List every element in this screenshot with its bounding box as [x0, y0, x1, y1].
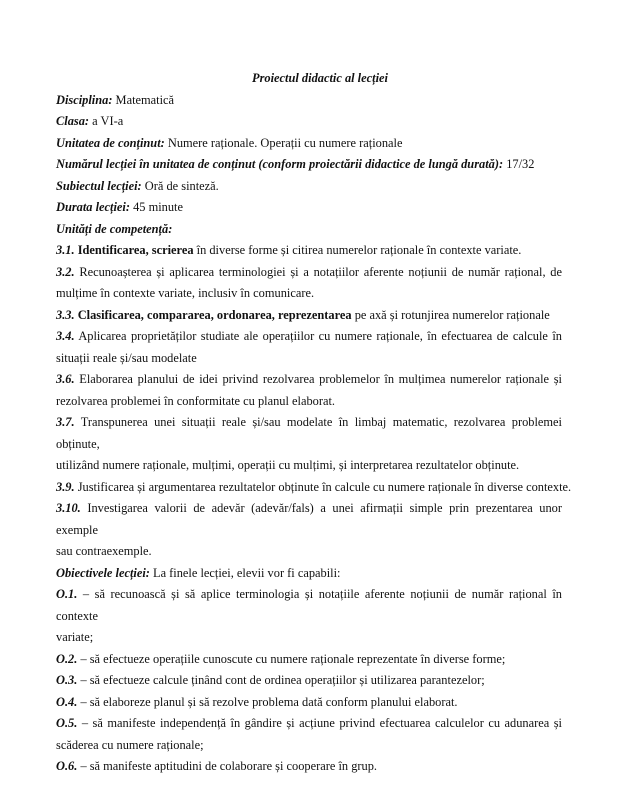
item-text-continued: situații reale și/sau modelate: [56, 350, 197, 365]
item-number: 3.2.: [56, 264, 75, 279]
field-label: Clasa:: [56, 114, 90, 128]
item-text-continued: scăderea cu numere raționale;: [56, 737, 204, 752]
item-number: 3.4.: [56, 329, 75, 343]
item-number: 3.6.: [56, 372, 75, 386]
competence-item: [56, 326, 562, 369]
item-text: Justificarea și argumentarea rezultatelor obținute în calcule cu numere raționale în diverse contexte.: [74, 479, 572, 494]
lesson-plan: [56, 68, 572, 778]
field-value: Matematică: [112, 92, 175, 107]
competence-item: [56, 477, 572, 499]
competence-item: [56, 262, 562, 305]
item-number: 3.9.: [56, 479, 75, 494]
field-clasa: [56, 111, 562, 133]
field-value: 17/32: [503, 157, 535, 171]
field-unitatea: [56, 133, 562, 155]
item-text: pe axă și rotunjirea numerelor raționale: [351, 307, 550, 322]
item-number: 3.7.: [56, 415, 75, 429]
item-number: 3.3.: [56, 307, 75, 322]
field-durata: [56, 197, 562, 219]
document-title: Proiectul didactic al lecției: [252, 71, 388, 85]
item-text-continued: variate;: [56, 630, 94, 644]
item-number: O.1.: [56, 587, 78, 601]
competence-item: [56, 412, 562, 477]
obiective-heading: Obiectivele lecției:: [56, 565, 150, 580]
field-label: Numărul lecției în unitatea de conținut (conform proiectării didactice de lungă durată):: [56, 157, 504, 171]
item-bold-text: Clasificarea, compararea, ordonarea, reprezentarea: [74, 307, 352, 322]
item-text: Elaborarea planului de idei privind rezolvarea problemelor în mulțimea numerelor raționale și: [74, 372, 562, 386]
competence-item: [56, 305, 562, 327]
item-number: O.6.: [56, 759, 78, 773]
objective-item: [56, 670, 562, 692]
item-number: O.2.: [56, 651, 78, 666]
obiective-heading-row: [56, 563, 562, 585]
item-text-continued: mulțime în contexte variate, inclusiv în comunicare.: [56, 286, 315, 300]
item-number: 3.1.: [56, 243, 75, 257]
field-disciplina: [56, 90, 562, 112]
item-text: Aplicarea proprietăților studiate ale operațiilor cu numere raționale, în efectuarea de calcule în: [74, 329, 562, 343]
objective-item: [56, 713, 562, 756]
item-text: în diverse forme și citirea numerelor raționale în contexte variate.: [193, 243, 522, 257]
item-number: O.5.: [56, 716, 78, 730]
item-number: 3.10.: [56, 501, 81, 515]
item-text: – să efectueze calcule ținând cont de ordinea operațiilor și utilizarea parantezelor;: [77, 673, 485, 687]
field-value: 45 minute: [130, 200, 183, 214]
item-bold-text: Identificarea, scrierea: [74, 243, 194, 257]
objective-item: [56, 692, 562, 714]
field-numarul-lectiei: [56, 154, 562, 176]
item-number: O.4.: [56, 694, 78, 709]
field-value: Numere raționale. Operații cu numere raționale: [164, 135, 403, 150]
objective-item: [56, 756, 562, 778]
field-value: a VI-a: [89, 114, 124, 128]
competence-item: [56, 369, 562, 412]
field-label: Disciplina:: [56, 92, 113, 107]
item-text: Transpunerea unei situații reale și/sau modelate în limbaj matematic, rezolvarea problemei obținute,: [56, 415, 562, 451]
item-text-continued: utilizând numere raționale, mulțimi, operații cu mulțimi, și interpretarea rezultatelor obținute.: [56, 458, 520, 472]
item-text: – să recunoască și să aplice terminologia și notațiile aferente noțiunii de număr rațional în contexte: [56, 587, 562, 623]
item-text: – să efectueze operațiile cunoscute cu numere raționale reprezentate în diverse forme;: [77, 651, 506, 666]
item-text: – să manifeste aptitudini de colaborare și cooperare în grup.: [77, 759, 378, 773]
item-text: – să manifeste independență în gândire și acțiune privind efectuarea calculelor cu adunarea și: [77, 716, 562, 730]
item-text: Recunoașterea și aplicarea terminologiei și a notațiilor aferente noțiunii de număr rațional, de: [74, 264, 562, 279]
competente-heading: Unități de competență:: [56, 221, 173, 236]
field-value: Oră de sinteză.: [141, 178, 219, 193]
field-label: Durata lecției:: [56, 200, 130, 214]
field-label: Unitatea de conținut:: [56, 135, 165, 150]
item-text: Investigarea valorii de adevăr (adevăr/fals) a unei afirmații simple prin prezentarea unor exemple: [56, 501, 562, 537]
item-text-continued: sau contraexemple.: [56, 544, 152, 558]
objective-item: [56, 649, 562, 671]
item-text: – să elaboreze planul și să rezolve problema dată conform planului elaborat.: [77, 694, 458, 709]
competence-item: [56, 240, 562, 262]
competence-item: [56, 498, 562, 563]
item-text-continued: rezolvarea problemei în conformitate cu planul elaborat.: [56, 393, 336, 408]
field-subiectul: [56, 176, 562, 198]
objective-item: [56, 584, 562, 649]
obiective-intro: La finele lecției, elevii vor fi capabili:: [149, 565, 341, 580]
field-label: Subiectul lecției:: [56, 178, 142, 193]
item-number: O.3.: [56, 673, 78, 687]
